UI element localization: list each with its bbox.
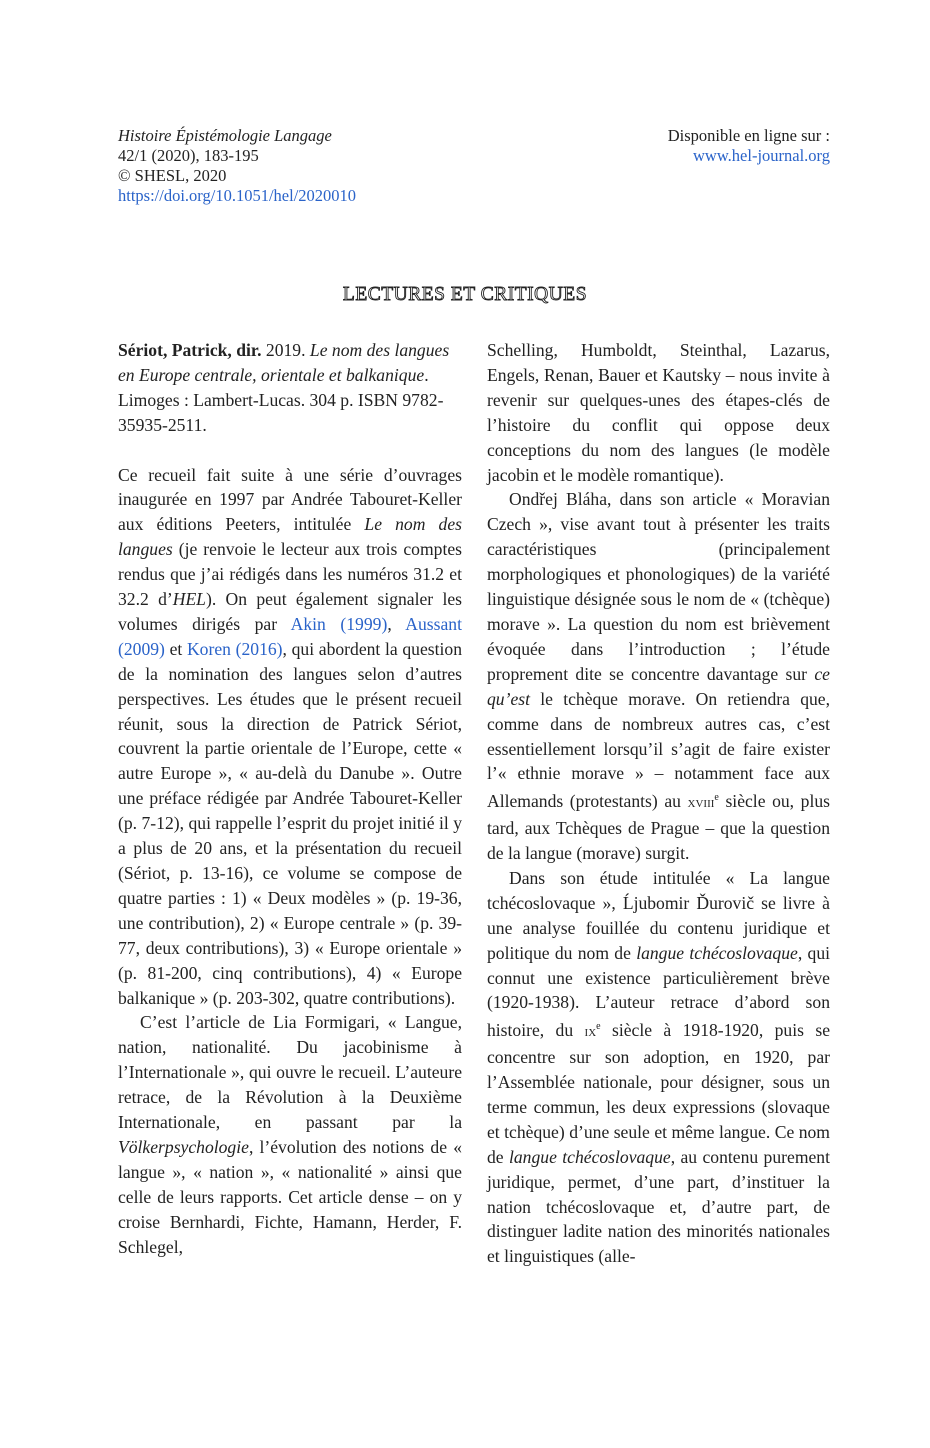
journal-abbrev: HEL — [172, 589, 206, 610]
availability-info — [668, 126, 830, 166]
text-run: siècle à 1918-1920, puis se concentre sur son adoption, en 1920, par l’Assemblée nationale, pour désigner, sous un terme commun, les deux expressions (slovaque et tchèque) d’une seule et même langue. Ce nom de — [487, 1020, 831, 1167]
journal-name: Histoire Épistémologie Langage — [118, 126, 332, 145]
text-run: ). On peut également signaler les volumes dirigés par — [118, 589, 462, 634]
superscript: e — [714, 792, 719, 804]
text-run: , au contenu purement juridique, permet, d’une part, d’instituer la nation tchécoslovaque et, d’autre part, de distinguer ladite nation des minorités nationales et linguistiques (alle- — [487, 1146, 830, 1267]
text-run: Dans son étude intitulée « La langue tchécoslovaque », Ĺjubomir Ďurovič se livre à une analyse fouillée du contenu juridique et politique du nom de — [487, 867, 830, 963]
review-year: 2019. — [265, 340, 306, 360]
paragraph: Schelling, Humboldt, Steinthal, Lazarus, Engels, Renan, Bauer et Kautsky – nous invite à revenir sur quelques-unes des étapes-clés de l’histoire du conflit qui oppose deux conceptions du nom des langues (le modèle jacobin et le modèle romantique). — [487, 340, 830, 485]
website-link[interactable]: www.hel-journal.org — [692, 146, 830, 165]
book-title: Le nom des langues en Europe centrale, orientale et balkanique — [118, 340, 450, 385]
doi-link[interactable]: https://doi.org/10.1051/hel/2020010 — [118, 186, 357, 205]
publisher-info: . Limoges : Lambert-Lucas. 304 p. ISBN 9782-35935-2511. — [118, 364, 444, 435]
available-label: Disponible en ligne sur : — [667, 126, 830, 145]
journal-info — [118, 126, 356, 206]
superscript: e — [596, 1021, 601, 1033]
century-numeral: xviii — [687, 795, 715, 812]
text-run: C’est l’article de Lia Formigari, « Langue, nation, nationalité. Du jacobinisme à l’Internationale », qui ouvre le recueil. L’auteure retrace, de la Révolution à la Deuxième Internationale, en passant par la — [118, 1012, 462, 1133]
text-run: (je renvoie le lecteur aux trois comptes rendus que j’ai rédigés dans les numéros 31.2 et 32.2 d’ — [118, 539, 462, 610]
citation-link-koren[interactable]: Koren (2016) — [186, 638, 283, 659]
text-run: et — [164, 638, 187, 659]
paragraph — [118, 463, 462, 1011]
book-reference — [118, 338, 462, 438]
emphasis: langue tchécoslovaque — [636, 942, 798, 963]
review-author: Sériot, Patrick, dir. — [118, 340, 262, 360]
paragraph — [487, 866, 830, 1269]
emphasis: Völkerpsychologie — [118, 1136, 249, 1157]
text-run: , qui connut une existence particulièrement brève (1920-1938). L’auteur retrace d’abord son histoire, du — [487, 942, 831, 1041]
text-run: Ondřej Bláha, dans son article « Moravian Czech », vise avant tout à présenter les traits caractéristiques (principalement morphologiques et phonologiques) de la variété linguistique désignée sous le nom de « (tchèque) morave ». La question du nom est brièvement évoquée dans l’introduction ; l’étude proprement dite se concentre davantage sur — [487, 489, 830, 684]
left-column — [118, 338, 462, 1260]
emphasis: ce qu’est — [487, 663, 830, 709]
text-run: Ce recueil fait suite à une série d’ouvrages inaugurée en 1997 par Andrée Tabouret-Keller aux éditions Peeters, intitulée — [118, 464, 462, 535]
citation-link-aussant[interactable]: Aussant (2009) — [118, 613, 462, 659]
paragraph — [118, 1010, 462, 1259]
volume-info: 42/1 (2020), 183-195 — [118, 146, 259, 165]
text-run: , l’évolution des notions de « langue », « nation », « nationalité » ainsi que celle de leurs rapports. Cet article dense – on y croise Bernhardi, Fichte, Hamann, Herder, F. Schlegel, — [118, 1136, 462, 1257]
text-run: siècle ou, plus tard, aux Tchèques de Prague – que la question de la langue (morave) surgit. — [487, 791, 830, 863]
century-numeral: ix — [584, 1024, 597, 1041]
copyright: © SHESL, 2020 — [118, 166, 227, 185]
emphasis: langue tchécoslovaque — [509, 1146, 671, 1167]
right-column — [487, 338, 830, 1269]
section-title: LECTURES ET CRITIQUES — [342, 284, 588, 305]
text-run: , qui abordent la question de la nomination des langues selon d’autres perspectives. Les études que le présent recueil réunit, sous la direction de Patrick Sériot, couvrent la partie orientale de l’Europe, cette « autre Europe », « au-delà du Danube ». Outre une préface rédigée par Andrée Tabouret-Keller (p. 7-12), qui rappelle l’esprit du projet initié il y a plus de 20 ans, et la présentation du recueil (Sériot, p. 13-16), ce volume se compose de quatre parties : 1) « Deux modèles » (p. 19-36, une contribution), 2) « Europe centrale » (p. 39-77, deux contributions), 3) « Europe orientale » (p. 81-200, cinq contributions), 4) « Europe balkanique » (p. 203-302, quatre contributions). — [118, 638, 462, 1008]
text-run: le tchèque morave. On retiendra que, comme dans de nombreux autres cas, c’est essentiellement lorsqu’il s’agit de faire exister l’« ethnie morave » – notamment face aux Allemands (protestants) au — [487, 688, 830, 812]
citation-link-akin[interactable]: Akin (1999) — [290, 613, 388, 634]
paragraph — [487, 487, 830, 865]
series-title: Le nom des langues — [118, 514, 462, 560]
text-run: , — [387, 613, 406, 634]
